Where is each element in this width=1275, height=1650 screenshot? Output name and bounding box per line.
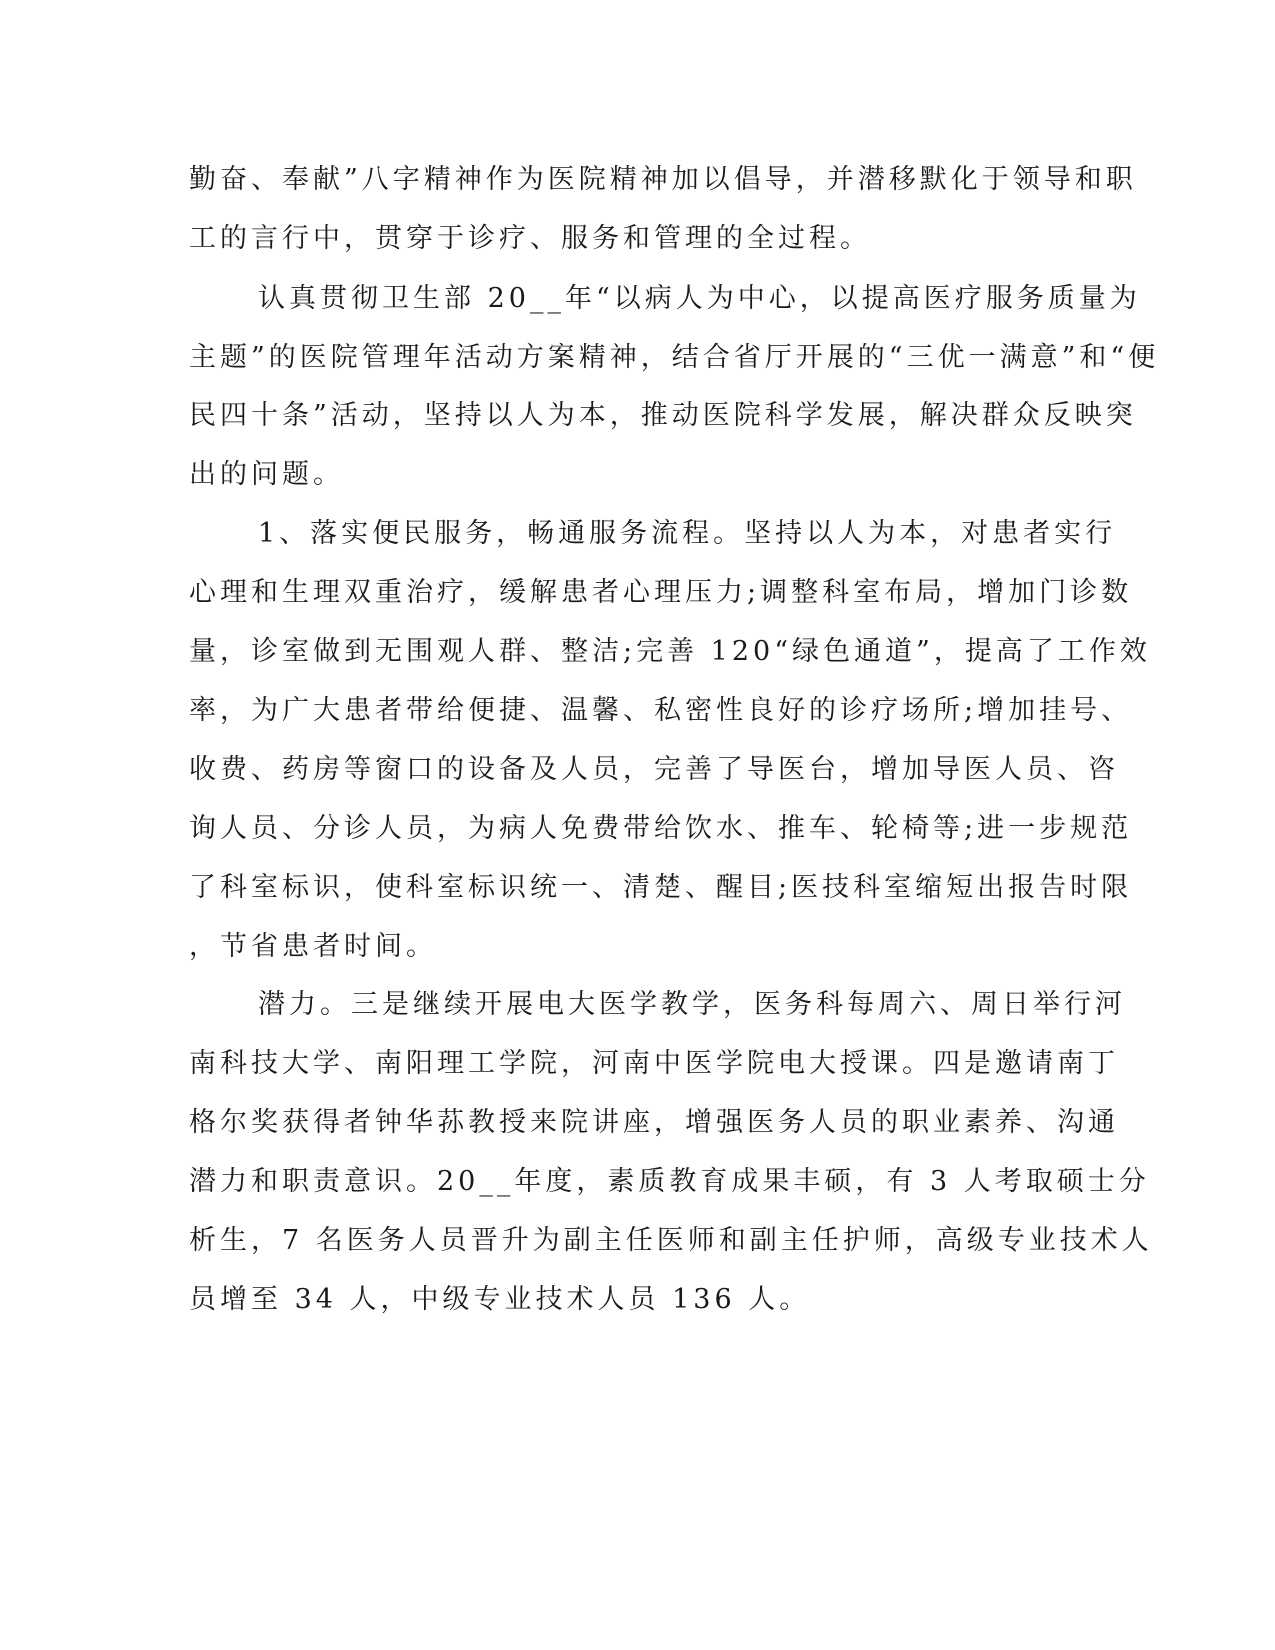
text-line: 民四十条”活动，坚持以人为本，推动医院科学发展，解决群众反映突 xyxy=(189,400,1137,431)
text-line: 量，诊室做到无围观人群、整洁;完善 120“绿色通道”，提高了工作效 xyxy=(189,636,1151,667)
text-line: 员增至 34 人，中级专业技术人员 136 人。 xyxy=(189,1284,811,1315)
text-line: 格尔奖获得者钟华荪教授来院讲座，增强医务人员的职业素养、沟通 xyxy=(189,1107,1119,1138)
text-line: 潜力和职责意识。20__年度，素质教育成果丰硕，有 3 人考取硕士分 xyxy=(189,1166,1150,1197)
text-line: 心理和生理双重治疗，缓解患者心理压力;调整科室布局，增加门诊数 xyxy=(189,577,1133,608)
text-line: 析生，7 名医务人员晋升为副主任医师和副主任护师，高级专业技术人 xyxy=(189,1225,1153,1256)
text-line: 收费、药房等窗口的设备及人员，完善了导医台，增加导医人员、咨 xyxy=(189,754,1119,785)
text-line: 出的问题。 xyxy=(189,459,344,490)
text-line: 询人员、分诊人员，为病人免费带给饮水、推车、轮椅等;进一步规范 xyxy=(189,813,1133,844)
text-line: 勤奋、奉献”八字精神作为医院精神加以倡导，并潜移默化于领导和职 xyxy=(189,164,1137,195)
paragraph-first-line: 1、落实便民服务，畅通服务流程。坚持以人为本，对患者实行 xyxy=(258,518,1117,549)
text-line: 主题”的医院管理年活动方案精神，结合省厅开展的“三优一满意”和“便 xyxy=(189,342,1160,373)
text-line: 了科室标识，使科室标识统一、清楚、醒目;医技科室缩短出报告时限 xyxy=(189,872,1133,903)
paragraph-first-line: 认真贯彻卫生部 20__年“以病人为中心，以提高医疗服务质量为 xyxy=(258,283,1141,314)
text-line: 率，为广大患者带给便捷、温馨、私密性良好的诊疗场所;增加挂号、 xyxy=(189,695,1133,726)
text-line: 工的言行中，贯穿于诊疗、服务和管理的全过程。 xyxy=(189,223,871,254)
text-line: 南科技大学、南阳理工学院，河南中医学院电大授课。四是邀请南丁 xyxy=(189,1048,1119,1079)
text-line: ，节省患者时间。 xyxy=(189,931,437,962)
paragraph-first-line: 潜力。三是继续开展电大医学教学，医务科每周六、周日举行河 xyxy=(258,989,1126,1020)
